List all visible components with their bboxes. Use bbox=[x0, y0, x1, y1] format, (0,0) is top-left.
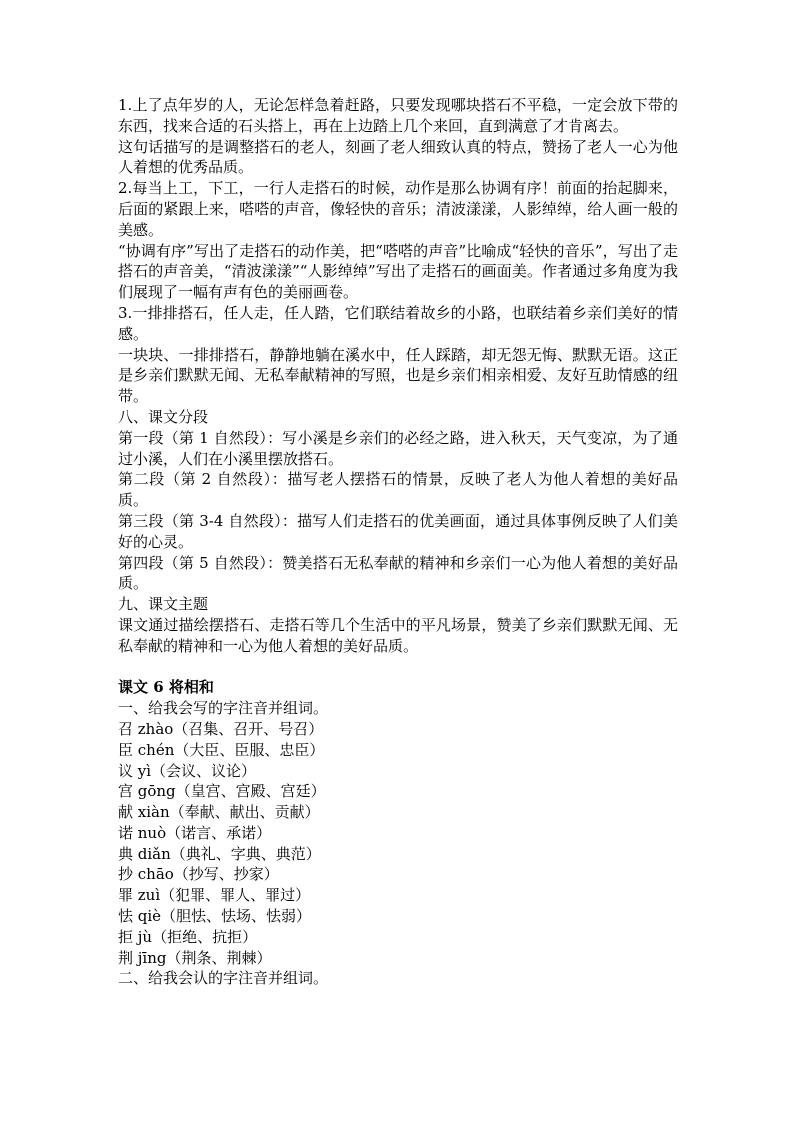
char-entry: 拒 jù（拒绝、抗拒） bbox=[118, 927, 258, 946]
analysis-sentence-3: 一块块、一排排搭石，静静地躺在溪水中，任人踩踏，却无怨无悔、默默无语。这正是乡亲们默默无闻、无私奉献精神的写照，也是乡亲们相亲相爱、友好互助情感的纽带。 bbox=[118, 345, 678, 406]
quote-sentence-2: 2.每当上工，下工，一行人走搭石的时候，动作是那么协调有序！前面的抬起脚来，后面的紧跟上来，嗒嗒的声音，像轻快的音乐；清波漾漾，人影绰绰，给人画一般的美感。 bbox=[118, 179, 678, 239]
lesson-title: 课文 6 将相和 bbox=[118, 678, 214, 697]
theme-text: 课文通过描绘摆搭石、走搭石等几个生活中的平凡场景，赞美了乡亲们默默无闻、无私奉献的精神和一心为他人着想的美好品质。 bbox=[118, 615, 678, 655]
quote-sentence-1: 1.上了点年岁的人，无论怎样急着赶路，只要发现哪块搭石不平稳，一定会放下带的东西，找来合适的石头搭上，再在上边踏上几个来回，直到满意了才肯离去。 bbox=[118, 96, 678, 135]
paragraph-section-3: 第三段（第 3-4 自然段）：描写人们走搭石的优美画面，通过具体事例反映了人们美好的心灵。 bbox=[118, 511, 678, 551]
section-heading-write-chars: 一、给我会写的字注音并组词。 bbox=[118, 699, 329, 718]
char-entry: 罪 zuì（犯罪、罪人、罪过） bbox=[118, 886, 311, 905]
analysis-sentence-2: “协调有序”写出了走搭石的动作美，把“嗒嗒的声音”比喻成“轻快的音乐”，写出了走搭石的声音美，“清波漾漾”“人影绰绰”写出了走搭石的画面美。作者通过多角度为我们展现了一幅有声有色的美丽画卷。 bbox=[118, 241, 678, 302]
char-entry: 抄 chāo（抄写、抄家） bbox=[118, 865, 279, 884]
char-entry: 召 zhào（召集、召开、号召） bbox=[118, 719, 324, 738]
paragraph-section-2: 第二段（第 2 自然段）：描写老人摆搭石的情景，反映了老人为他人着想的美好品质。 bbox=[118, 470, 678, 510]
section-heading-read-chars: 二、给我会认的字注音并组词。 bbox=[118, 969, 329, 988]
char-entry: 议 yì（会议、议论） bbox=[118, 761, 257, 780]
char-entry: 臣 chén（大臣、臣服、忠臣） bbox=[118, 740, 325, 759]
section-heading-paragraphing: 八、课文分段 bbox=[118, 407, 209, 426]
blank-line bbox=[118, 657, 678, 678]
char-entry: 宫 gōng（皇宫、宫殿、宫廷） bbox=[118, 782, 326, 801]
section-heading-theme: 九、课文主题 bbox=[118, 595, 209, 614]
char-entry: 怯 qiè（胆怯、怯场、怯弱） bbox=[118, 907, 312, 926]
char-entry: 典 diǎn（典礼、字典、典范） bbox=[118, 844, 321, 863]
char-entry: 荆 jīng（荆条、荆棘） bbox=[118, 948, 272, 967]
paragraph-section-4: 第四段（第 5 自然段）：赞美搭石无私奉献的精神和乡亲们一心为他人着想的美好品质。 bbox=[118, 553, 678, 593]
quote-sentence-3: 3.一排排搭石，任人走，任人踏，它们联结着故乡的小路，也联结着乡亲们美好的情感。 bbox=[118, 303, 678, 343]
char-entry: 诺 nuò（诺言、承诺） bbox=[118, 823, 272, 842]
paragraph-section-1: 第一段（第 1 自然段）：写小溪是乡亲们的必经之路，进入秋天，天气变凉，为了通过小溪，人们在小溪里摆放搭石。 bbox=[118, 428, 678, 468]
analysis-sentence-1: 这句话描写的是调整搭石的老人，刻画了老人细致认真的特点，赞扬了老人一心为他人着想的优秀品质。 bbox=[118, 137, 678, 177]
char-entry: 献 xiàn（奉献、献出、贡献） bbox=[118, 803, 320, 822]
document-page bbox=[118, 95, 678, 989]
